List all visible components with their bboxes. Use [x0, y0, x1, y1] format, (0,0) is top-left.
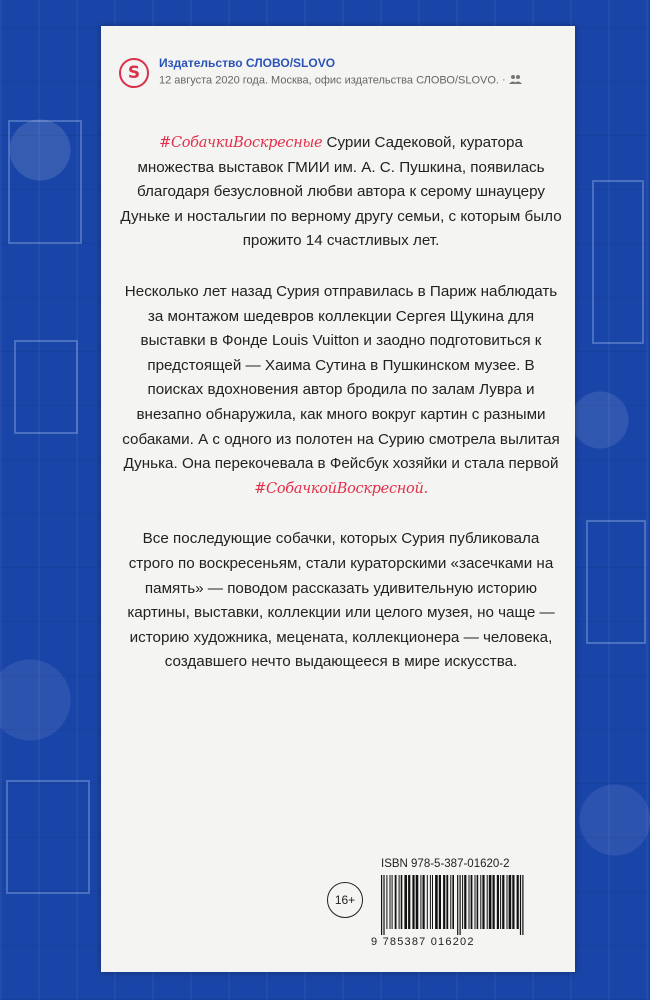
book-back-cover-card — [101, 26, 575, 972]
barcode-bar — [500, 875, 501, 929]
description-text — [119, 131, 563, 701]
barcode-bar — [512, 875, 514, 929]
barcode-bar — [480, 875, 481, 929]
logo-letter: S — [127, 62, 141, 83]
barcode-bar — [435, 875, 438, 929]
description-paragraph-1 — [119, 131, 563, 254]
barcode-bar — [493, 875, 495, 929]
barcode-bar — [401, 875, 403, 929]
barcode-bar — [475, 875, 476, 929]
barcode-bar — [446, 875, 448, 929]
barcode-bar — [502, 875, 504, 929]
hashtag-link[interactable]: #СобачкойВоскресной. — [254, 480, 428, 497]
age-rating-badge — [327, 882, 363, 918]
barcode-bar — [497, 875, 499, 929]
barcode-bar — [427, 875, 428, 929]
barcode-bar — [489, 875, 492, 929]
age-rating: 16+ — [334, 893, 356, 907]
barcode-image — [379, 875, 543, 935]
cover-ornament-frame — [6, 780, 90, 894]
barcode-bar — [450, 875, 451, 929]
barcode-bar — [460, 875, 461, 935]
paragraph-text: Несколько лет назад Сурия отправилась в Париж наблюдать за монтажом шедевров коллекции Сергея Щукина для выставки в Фонде Louis Vuitton и заодно подготовиться к предстоящей — Хаима Сутина в Пушкинском музее. В поисках вдохновения автор бродила по залам Лувра и внезапно обнаружила, как много вокруг картин с разными собаками. А с одного из полотен на Сурию смотрела вылитая Дунька. Она перекочевала в Фейсбук хозяйки и стала первой — [122, 282, 560, 473]
meta-separator: · — [501, 74, 506, 87]
barcode-bar — [399, 875, 400, 929]
cover-ornament-frame — [586, 520, 646, 644]
barcode-bar — [522, 875, 523, 935]
barcode-bar — [482, 875, 484, 929]
barcode-bar — [392, 875, 393, 929]
barcode-bar — [390, 875, 391, 929]
barcode-bar — [408, 875, 410, 929]
barcode-bar — [416, 875, 419, 929]
barcode-bar — [457, 875, 458, 935]
barcode-bar — [423, 875, 425, 929]
post-date-location[interactable]: 12 августа 2020 года. Москва, офис издательства СЛОВО/SLOVO. — [159, 74, 499, 87]
barcode-bar — [517, 875, 519, 929]
barcode-bar — [439, 875, 441, 929]
isbn-label: ISBN 978-5-387-01620-2 — [381, 858, 510, 870]
barcode-bar — [420, 875, 421, 929]
barcode-bar — [469, 875, 470, 929]
paragraph-text: Все последующие собачки, которых Сурия публиковала строго по воскресеньям, стали кураторскими «засечками на память» — поводом рассказать удивительную историю картины, выставки, коллекции или целого музея, но чаще — историю художника, мецената, коллекционера — человека, создавшего нечто выдающееся в мире искусства. — [127, 530, 555, 671]
barcode-bar — [487, 875, 488, 929]
description-paragraph-3 — [119, 527, 563, 675]
barcode-bar — [443, 875, 445, 929]
barcode-bar — [430, 875, 431, 929]
barcode-bar — [452, 875, 454, 929]
barcode-bar — [404, 875, 407, 929]
publisher-name-link[interactable]: Издательство СЛОВО/SLOVO — [159, 56, 336, 70]
barcode-bar — [386, 875, 387, 929]
barcode-bar — [509, 875, 512, 929]
barcode-bar — [507, 875, 508, 929]
description-paragraph-2 — [119, 280, 563, 501]
barcode-bar — [464, 875, 466, 929]
cover-ornament-frame — [14, 340, 78, 434]
publisher-logo[interactable] — [119, 58, 149, 88]
barcode-bar — [381, 875, 382, 935]
barcode-digits: 9 785387 016202 — [371, 936, 475, 948]
cover-ornament-frame — [8, 120, 82, 244]
post-header — [119, 54, 563, 98]
barcode-bar — [432, 875, 433, 929]
barcode-bar — [477, 875, 479, 929]
barcode-bar — [462, 875, 463, 929]
barcode-bar — [383, 875, 384, 935]
people-icon[interactable] — [509, 74, 522, 87]
cover-ornament-frame — [592, 180, 644, 344]
barcode-bar — [520, 875, 521, 935]
hashtag-link[interactable]: #СобачкиВоскресные — [159, 135, 323, 151]
barcode-bar — [471, 875, 473, 929]
paragraph-text: Сурии Садековой, куратора множества выставок ГМИИ им. А. С. Пушкина, появилась благодаря безусловной любви автора к серому шнауцеру Дуньке и ностальгии по верному другу семьи, с которым было прожито 14 счастливых лет. — [120, 134, 562, 250]
barcode-bar — [412, 875, 414, 929]
post-meta — [159, 74, 522, 87]
barcode-block — [327, 858, 545, 948]
barcode-bar — [395, 875, 397, 929]
